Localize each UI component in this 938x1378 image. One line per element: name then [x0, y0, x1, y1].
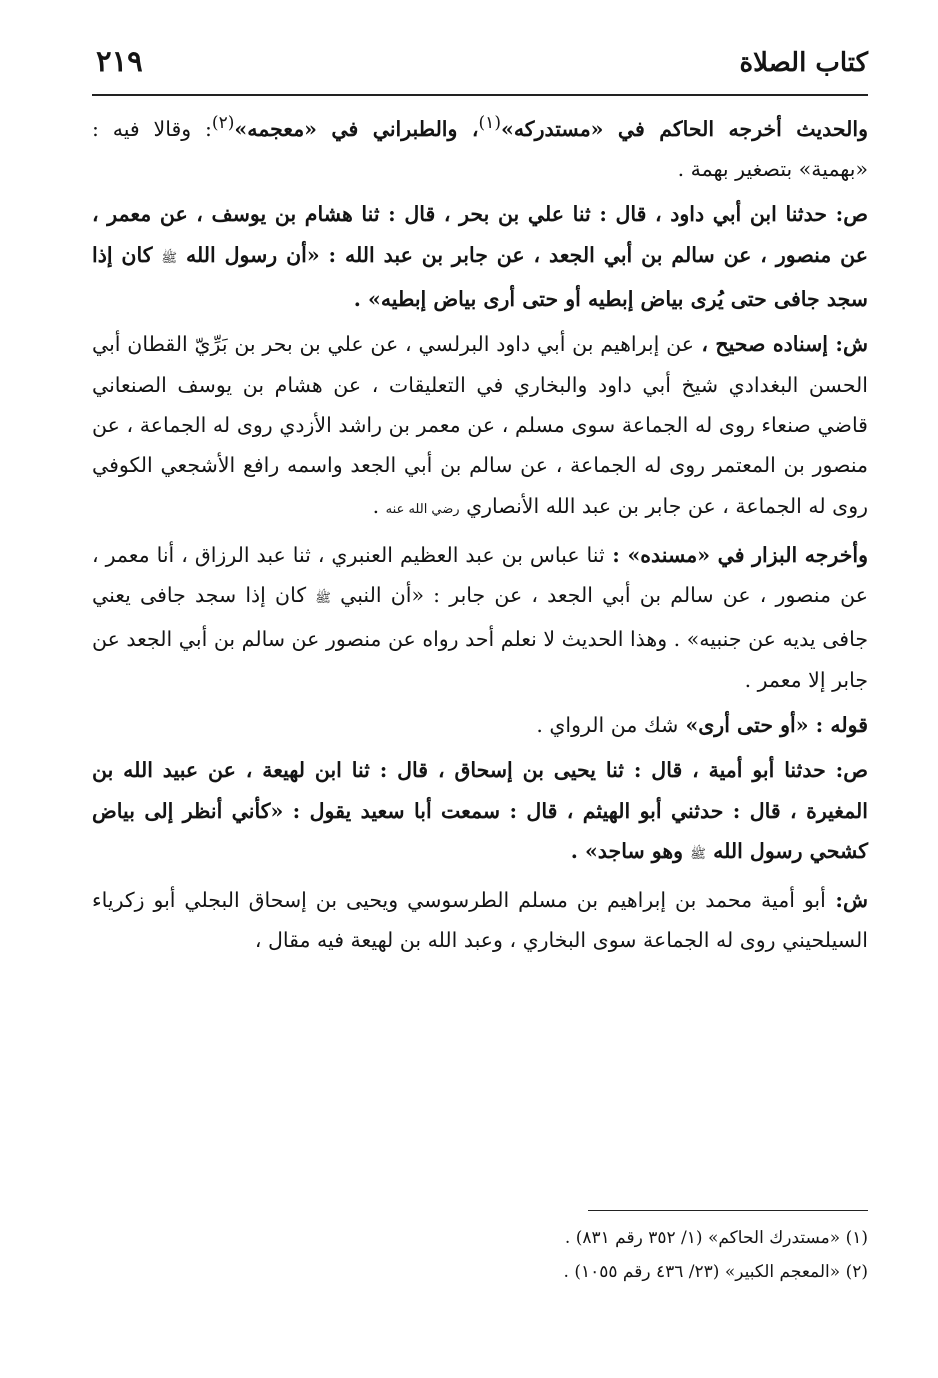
text-run: إسناده صحيح ، [693, 332, 829, 357]
text-run: ، والطبراني في «معجمه» [234, 116, 479, 141]
paragraph-2 [92, 194, 868, 319]
hadith-text: حدثنا ابن أبي داود ، قال : ثنا علي بن بحر ، قال : ثنا هشام بن يوسف ، عن معمر ، عن منصور ، عن سالم بن أبي الجعد ، عن جابر بن عبد الله : «أن رسول الله [92, 202, 868, 267]
section-label: ش: [828, 332, 869, 357]
running-title: كتاب الصلاة [739, 48, 868, 78]
header-rule [92, 94, 868, 96]
section-label: ص: [825, 758, 868, 783]
honorific-ligature: ﷺ [161, 250, 178, 266]
text-run: : وقالا فيه : «بهمية» بتصغير بهمة . [92, 116, 868, 182]
text-run: والحديث أخرجه الحاكم في «مستدركه» [501, 116, 868, 141]
section-label: ش: [825, 888, 868, 913]
text-run: ثنا عباس بن عبد العظيم العنبري ، ثنا عبد الرزاق ، أنا معمر ، عن منصور ، عن سالم بن أبي الجعد ، عن جابر : «أن النبي [92, 542, 868, 608]
paragraph-4 [92, 535, 868, 700]
honorific-ligature: رضي الله عنه [385, 501, 460, 517]
footnote-1: (١) «مستدرك الحاكم» (١/ ٣٥٢ رقم ٨٣١) . [564, 1228, 868, 1248]
text-run: شك من الرواي . [536, 712, 679, 737]
hadith-text: كان إذا سجد جافى حتى يُرى بياض إبطيه أو حتى أرى بياض إبطيه» . [92, 242, 868, 312]
text-run: أبو أمية محمد بن إبراهيم بن مسلم الطرسوسي ويحيى بن إسحاق البجلي أبو زكرياء السيلحيني روى له الجماعة سوى البخاري ، وعبد الله بن لهيعة فيه مقال ، [92, 888, 868, 953]
section-label: ص: [827, 202, 868, 227]
paragraph-7 [92, 880, 868, 961]
hadith-text: حدثنا أبو أمية ، قال : ثنا يحيى بن إسحاق ، قال : ثنا ابن لهيعة ، عن عبيد الله بن المغيرة ، قال : حدثني أبو الهيثم ، قال : سمعت أبا سعيد يقول : «كأني أنظر إلى بياض كشحي رسول الله [92, 758, 868, 863]
footnotes [92, 1221, 868, 1289]
page-number: ٢١٩ [96, 44, 143, 78]
footnote-ref: (٢) [211, 113, 235, 133]
hadith-text: وهو ساجد» . [570, 838, 691, 863]
text-run: . [372, 493, 386, 518]
footnote-2: (٢) «المعجم الكبير» (٢٣/ ٤٣٦ رقم ١٠٥٥) . [563, 1262, 868, 1282]
paragraph-5 [92, 705, 868, 745]
footnote-rule [588, 1210, 868, 1211]
body-text [92, 103, 868, 961]
honorific-ligature: ﷺ [315, 591, 331, 607]
text-run: عن إبراهيم بن أبي داود البرلسي ، عن علي بن بحر بن بَرِّيّ القطان أبي الحسن البغدادي شيخ أبي داود والبخاري في التعليقات ، عن هشام بن يوسف الصنعاني قاضي صنعاء روى له الجماعة سوى مسلم ، عن معمر بن راشد الأزدي روى له الجماعة ، عن منصور بن المعتمر روى له الجماعة ، عن سالم بن أبي الجعد واسمه رافع الأشجعي الكوفي روى له الجماعة ، عن جابر بن عبد الله الأنصاري [92, 332, 868, 518]
paragraph-3 [92, 324, 868, 529]
text-run: قوله : «أو حتى أرى» [678, 712, 868, 737]
paragraph-1 [92, 103, 868, 189]
running-header [92, 44, 868, 96]
paragraph-6 [92, 750, 868, 875]
text-run: وأخرجه البزار في «مسنده» : [604, 542, 868, 567]
footnote-ref: (١) [478, 113, 501, 133]
text-run: كان إذا سجد جافى يعني جافى يديه عن جنبيه» . وهذا الحديث لا نعلم أحد رواه عن منصور عن سالم بن أبي الجعد عن جابر إلا معمر . [92, 583, 868, 692]
honorific-ligature: ﷺ [690, 846, 706, 862]
